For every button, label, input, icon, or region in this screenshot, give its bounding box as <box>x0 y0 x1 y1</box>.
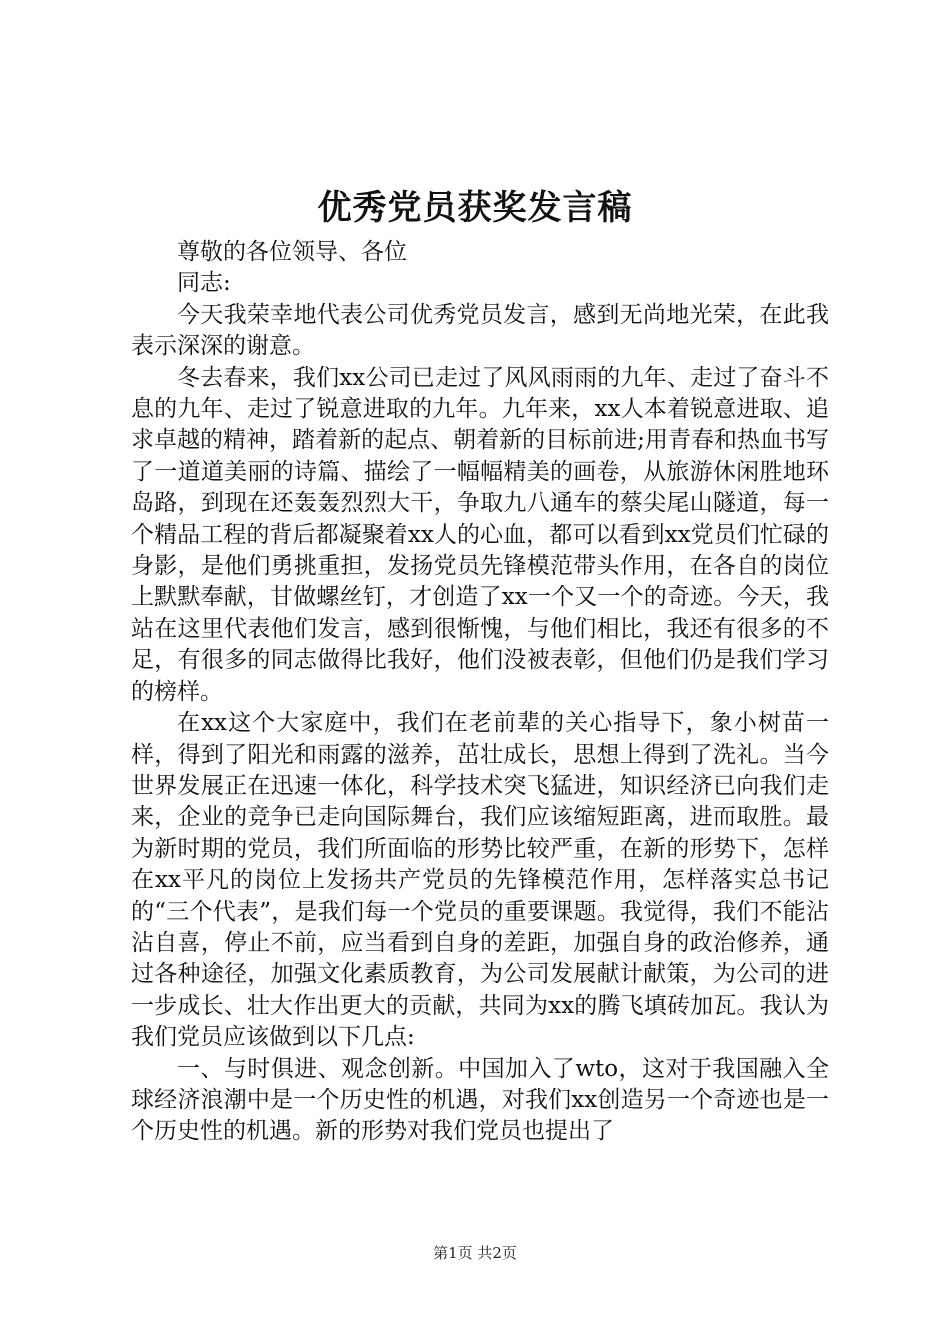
salutation-line-1: 尊敬的各位领导、各位 <box>177 239 407 265</box>
salutation-line-2: 同志: <box>177 270 231 297</box>
document-title: 优秀党员获奖发言稿 <box>317 188 633 228</box>
paragraph-growth: 在xx这个大家庭中，我们在老前辈的关心指导下，象小树苗一样，得到了阳光和雨露的滋养，茁壮成长，思想上得到了洗礼。当今世界发展正在迅速一体化，科学技术突飞猛进，知识经济已向我们走来，企业的竞争已走向国际舞台，我们应该缩短距离，进而取胜。最为新时期的党员，我们所面临的形势比较严重，在新的形势下，怎样在xx平凡的岗位上发扬共产党员的先锋模范作用，怎样落实总书记的“三个代表”，是我们每一个党员的重要课题。我觉得，我们不能沾沾自喜，停止不前，应当看到自身的差距，加强自身的政治修养，通过各种途径，加强文化素质教育，为公司发展献计献策，为公司的进一步成长、壮大作出更大的贡献，共同为xx的腾飞填砖加瓦。我认为我们党员应该做到以下几点: <box>131 710 829 1051</box>
paragraph-company-history: 冬去春来，我们xx公司已走过了风风雨雨的九年、走过了奋斗不息的九年、走过了锐意进取的九年。九年来，xx人本着锐意进取、追求卓越的精神，踏着新的起点、朝着新的目标前进;用青春和热血书写了一道道美丽的诗篇、描绘了一幅幅精美的画卷，从旅游休闲胜地环岛路，到现在还轰轰烈烈大干，争取九八通车的蔡尖尾山隧道，每一个精品工程的背后都凝聚着xx人的心血，都可以看到xx党员们忙碌的身影，是他们勇挑重担，发扬党员先锋模范带头作用，在各自的岗位上默默奉献，甘做螺丝钉，才创造了xx一个又一个的奇迹。今天，我站在这里代表他们发言，感到很惭愧，与他们相比，我还有很多的不足，有很多的同志做得比我好，他们没被表彰，但他们仍是我们学习的榜样。 <box>131 364 829 705</box>
paragraph-point-one: 一、与时俱进、观念创新。中国加入了wto，这对于我国融入全球经济浪潮中是一个历史性的机遇，对我们xx创造另一个奇迹也是一个历史性的机遇。新的形势对我们党员也提出了 <box>131 1055 829 1145</box>
paragraph-intro: 今天我荣幸地代表公司优秀党员发言，感到无尚地光荣，在此我表示深深的谢意。 <box>131 301 829 360</box>
page-footer: 第1页 共2页 <box>433 1244 517 1262</box>
document-body <box>131 237 829 1148</box>
